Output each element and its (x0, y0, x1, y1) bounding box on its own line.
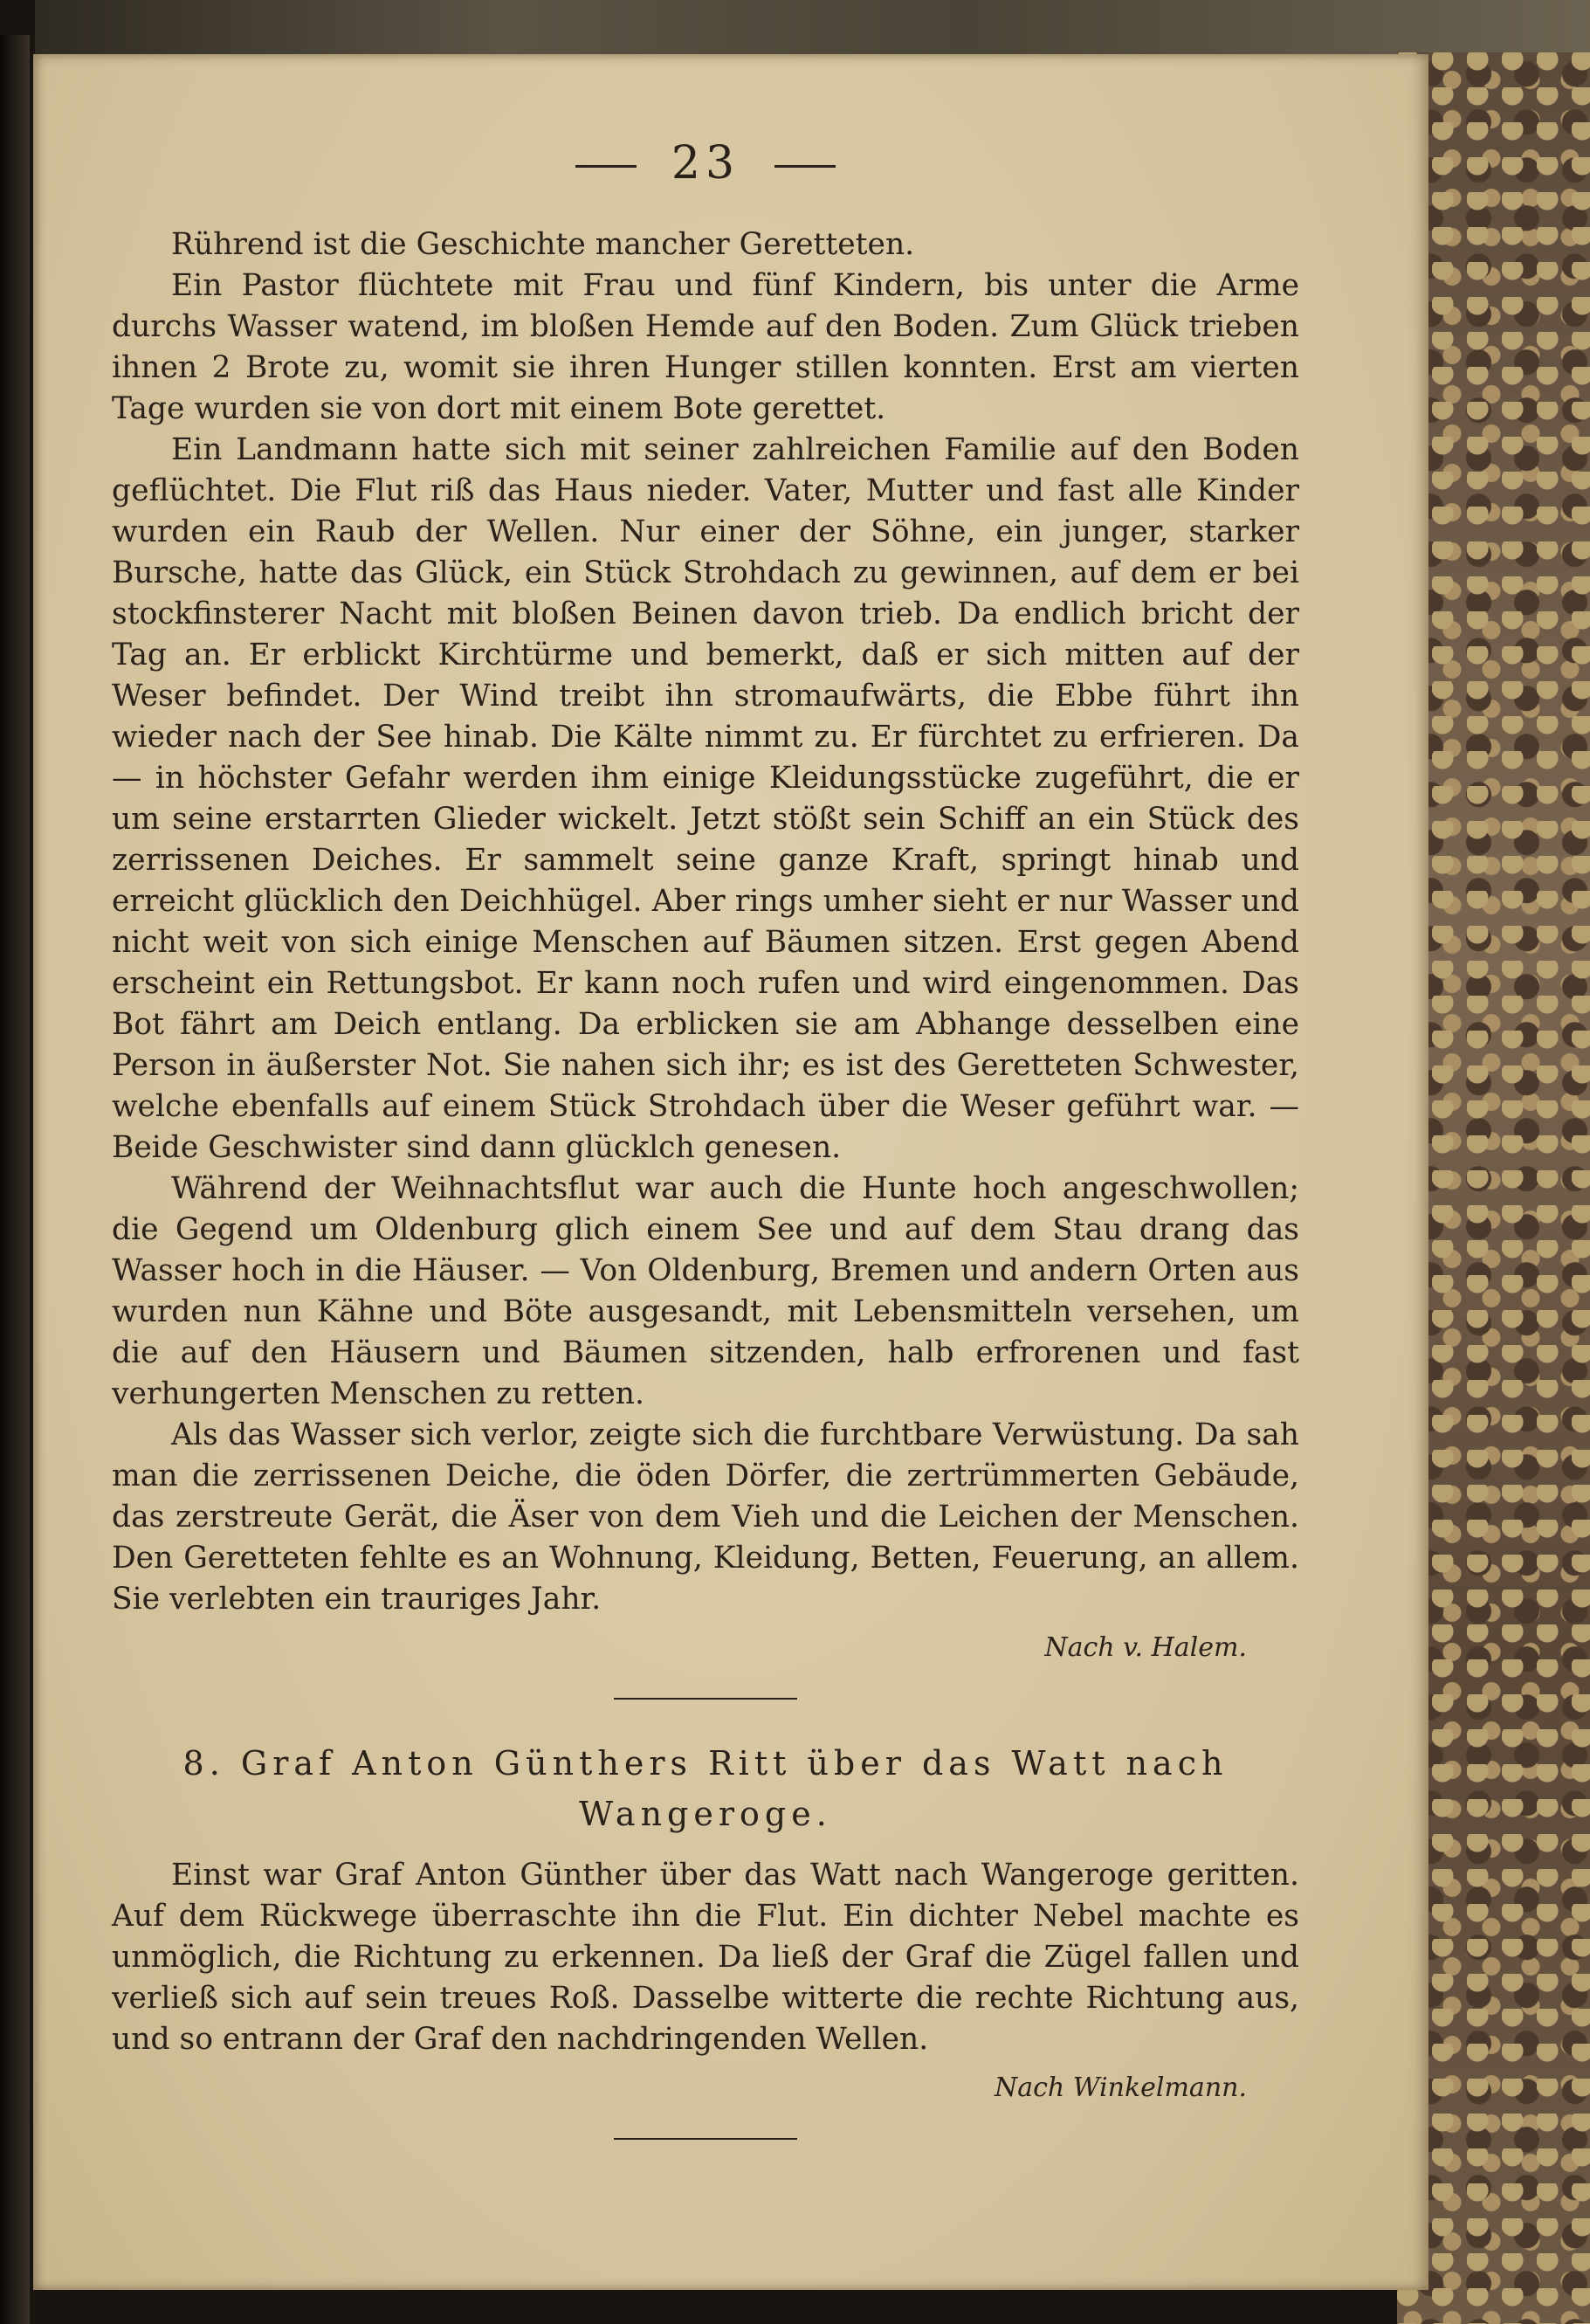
section-paragraph: Einst war Graf Anton Günther über das Watt nach Wangeroge geritten. Auf dem Rückwege überraschte ihn die Flut. Ein dichter Nebel machte es unmöglich, die Richtung zu erkennen. Da ließ der Graf die Zügel fallen und verließ sich auf sein treues Roß. Dasselbe witterte die rechte Richtung aus, und so entrann der Graf den nachdringenden Wellen. (112, 1858, 1299, 2057)
paragraph-3: Ein Landmann hatte sich mit seiner zahlreichen Familie auf den Boden geflüchtet. Die Flut riß das Haus nieder. Vater, Mutter und fast alle Kinder wurden ein Raub der Wellen. Nur einer der Söhne, ein junger, starker Bursche, hatte das Glück, ein Stück Strohdach zu gewinnen, auf dem er bei stockfinsterer Nacht mit bloßen Beinen davon trieb. Da endlich bricht der Tag an. Er erblickt Kirchtürme und bemerkt, daß er sich mitten auf der Weser befindet. Der Wind treibt ihn stromaufwärts, die Ebbe führt ihn wieder nach der See hinab. Die Kälte nimmt zu. Er fürchtet zu erfrieren. Da — in höchster Gefahr werden ihm einige Kleidungsstücke zugeführt, die er um seine erstarrten Glieder wickelt. Jetzt stößt sein Schiff an ein Stück des zerrissenen Deiches. Er sammelt seine ganze Kraft, springt hinab und erreicht glücklich den Deichhügel. Aber rings umher sieht er nur Wasser und nicht weit von sich einige Menschen auf Bäumen sitzen. Erst gegen Abend erscheint ein Rettungsbot. Er kann noch rufen und wird eingenommen. Das Bot fährt am Deich entlang. Da erblicken sie am Abhange desselben eine Person in äußerster Not. Sie nahen sich ihr; es ist des Geretteten Schwester, welche ebenfalls auf einem Stück Strohdach über die Weser geführt war. — Beide Geschwister sind dann glücklch genesen. (112, 432, 1299, 1165)
divider-rule-1 (614, 1698, 797, 1700)
paragraph-5: Als das Wasser sich verlor, zeigte sich die furchtbare Verwüstung. Da sah man die zerrissenen Deiche, die öden Dörfer, die zertrümmerten Gebäude, das zerstreute Gerät, die Äser von dem Vieh und die Leichen der Menschen. Den Geretteten fehlte es an Wohnung, Kleidung, Betten, Feuerung, an allem. Sie verlebten ein trauriges Jahr. (112, 1417, 1299, 1617)
attribution-halem: Nach v. Halem. (1044, 1632, 1247, 1663)
page-number-line (112, 137, 1299, 190)
page-text (112, 137, 1299, 2178)
divider-rule-2 (614, 2138, 797, 2140)
page-number: 23 (671, 137, 740, 190)
section-heading-line2: Wangeroge. (579, 1795, 832, 1833)
dash-left (575, 165, 637, 168)
attribution-winkelmann: Nach Winkelmann. (994, 2072, 1247, 2103)
dash-right (774, 165, 836, 168)
section-heading: 8. Graf Anton Günthers Ritt über das Watt nach (182, 1744, 1229, 1783)
previous-page-edge (0, 35, 30, 2324)
book-page (33, 54, 1428, 2290)
paragraph-4: Während der Weihnachtsflut war auch die Hunte hoch angeschwollen; die Gegend um Oldenburg glich einem See und auf dem Stau drang das Wasser hoch in die Häuser. — Von Oldenburg, Bremen und andern Orten aus wurden nun Kähne und Böte ausgesandt, mit Lebensmitteln versehen, um die auf den Häusern und Bäumen sitzenden, halb erfrorenen und fast verhungerten Menschen zu retten. (112, 1171, 1299, 1411)
paragraph-1: Rührend ist die Geschichte mancher Geretteten. (171, 227, 915, 262)
paragraph-2: Ein Pastor flüchtete mit Frau und fünf Kindern, bis unter die Arme durchs Wasser watend, im bloßen Hemde auf den Boden. Zum Glück trieben ihnen 2 Brote zu, womit sie ihren Hunger stillen konnten. Erst am vierten Tage wurden sie von dort mit einem Bote gerettet. (112, 268, 1299, 426)
